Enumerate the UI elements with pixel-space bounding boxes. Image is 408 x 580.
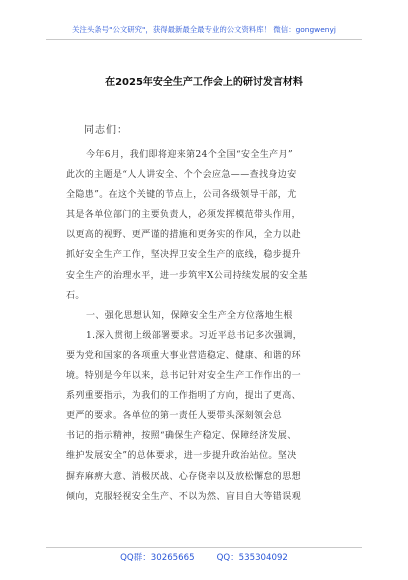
salutation: 同志们：	[84, 125, 128, 136]
body-line: 摒弃麻痹大意、消极厌战、心存侥幸以及放松懈怠的思想	[66, 471, 302, 482]
body-line: 维护发展安全”的总体要求，进一步提升政治站位。坚决	[66, 451, 297, 462]
body-line: 境。特别是今年以来，总书记针对安全生产工作作出的一	[66, 371, 302, 382]
footer-contacts	[0, 551, 408, 563]
body-line: 书记的指示精神，按照“确保生产稳定、保障经济发展、	[66, 431, 297, 442]
body-line: 全隐患”。在这个关键的节点上，公司各级领导干部，尤	[66, 190, 297, 201]
body-line: 石。	[66, 290, 85, 301]
body-line: 以更高的视野、更严谨的措施和更务实的作风，全力以赴	[66, 230, 302, 241]
document-title: 在2025年安全生产工作会上的研讨发言材料	[105, 77, 303, 88]
body-line: 此次的主题是“人人讲安全、个个会应急——查找身边安	[66, 170, 297, 181]
qq-group-number: QQ群：30265665	[120, 553, 195, 563]
body-line: 今年6月，我们即将迎来第24个全国“安全生产月”	[86, 150, 293, 160]
section-heading: 一、强化思想认知，保障安全生产全方位落地生根	[86, 310, 293, 321]
body-line: 系列重要指示，为我们的工作指明了方向，提出了更高、	[66, 391, 302, 402]
body-line: 1.深入贯彻上级部署要求。习近平总书记多次强调，	[86, 330, 303, 341]
body-line: 要为党和国家的各项重大事业营造稳定、健康、和谐的环	[66, 350, 302, 361]
body-line: 更严的要求。各单位的第一责任人要带头深刻领会总	[66, 411, 283, 422]
body-line: 安全生产的治理水平，进一步筑牢X公司持续发展的安全基	[66, 270, 308, 281]
qq-number: QQ：535304092	[216, 553, 288, 563]
body-line: 倾向，克服轻视安全生产、不以为然、盲目自大等错误观	[66, 491, 302, 502]
header-banner: 关注头条号"公文研究"，获得最新最全最专业的公文资料库！ 微信：gongwenyj	[72, 25, 336, 34]
document-body	[66, 145, 366, 507]
header-divider	[46, 39, 362, 40]
body-line: 其是各单位部门的主要负责人，必须发挥模范带头作用，	[66, 210, 302, 221]
body-line: 抓好安全生产工作，坚决捍卫安全生产的底线，稳步提升	[66, 250, 302, 261]
footer-divider	[46, 547, 362, 548]
